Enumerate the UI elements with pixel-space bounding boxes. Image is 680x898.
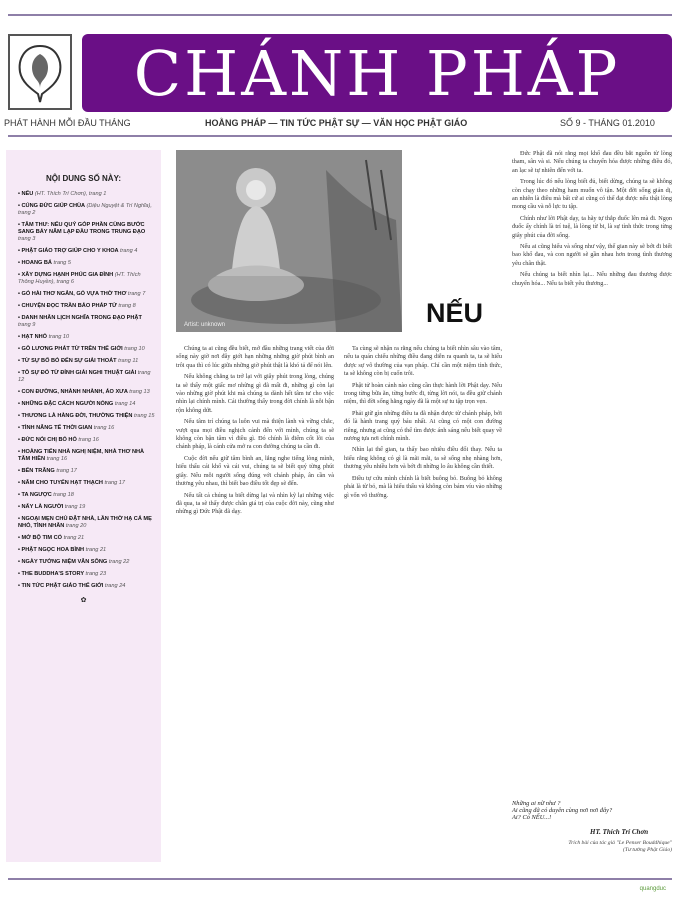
article-paragraph: Nếu tâm trí chúng ta luôn vui mà thiện lành và vững chắc, vượt qua mọi điều nghịch cảnh đến với mình, chúng ta sẽ không còn bận tâm vì điều gì. Đó chính là điểm cốt lõi của chánh pháp, là cánh cửa mở ra con đường chúng ta cần đi. [176, 418, 334, 451]
toc-item [18, 222, 155, 243]
article-paragraph: Cuộc đời nếu giữ tâm bình an, lắng nghe tiếng lòng mình, hiểu thấu cái khổ và cái vui, chúng ta sẽ biết quý từng phút giây. Nếu mỗi người sống đúng với chánh pháp, ân cần và thương yêu nhau, thì biết bao điều tốt đẹp sẽ đến. [176, 454, 334, 488]
article-paragraph: Điều tự cứu mình chính là biết buông bỏ. Buông bỏ không phải là từ bỏ, mà là hiểu thấu và không còn bám víu vào những gì vốn vô thường. [344, 474, 502, 499]
toc-item-source: trang 15 [133, 413, 155, 419]
toc-item [18, 504, 155, 511]
closing-lines [512, 800, 672, 821]
toc-item-source: trang 17 [56, 468, 77, 474]
article-paragraph: Nhìn lại thế gian, ta thấy bao nhiêu điều đổi thay. Nếu ta hiểu rằng không có gì là mãi mãi, ta sẽ sống nhẹ nhàng hơn, thương yêu nhiều hơn và bớt đi những lo âu không cần thiết. [344, 446, 502, 471]
toc-item [18, 492, 155, 499]
toc-item-title: • CHUYỆN ĐỌC TRẦN BẢO PHÁP TỨ [18, 303, 119, 309]
toc-item [18, 480, 155, 487]
toc-item-source: trang 18 [53, 492, 74, 498]
masthead-title: CHÁNH PHÁP [133, 36, 621, 110]
toc-item [18, 389, 155, 396]
toc-item-title: • NHỮNG ĐẶC CÁCH NGƯỜI NÓNG [18, 401, 115, 407]
photo-caption: Artist: unknown [184, 322, 226, 328]
toc-item-title: • PHẬT NGỌC HOA BÌNH [18, 547, 86, 553]
toc-item-source: trang 10 [48, 334, 70, 340]
masthead-banner [82, 34, 672, 112]
toc-item-source: trang 7 [127, 291, 146, 297]
toc-item-title: • TÔ SỰ ĐÓ TỪ ĐỈNH GIẢI NGHI THUẬT GIẢI [18, 370, 138, 376]
toc-list [6, 191, 161, 590]
toc-item-title: • ĐỨC NÓI CHỊ BÓ HÓ [18, 437, 79, 443]
toc-item-source: trang 13 [129, 389, 150, 395]
toc-item-source: trang 5 [53, 260, 71, 266]
toc-item-source: trang 23 [85, 571, 107, 577]
toc-item [18, 449, 155, 463]
author-name: HT. Thích Trí Chơn [590, 828, 649, 836]
toc-item-title: • NĂM CHO TUYẾN HẠT THẠCH [18, 480, 105, 486]
toc-item-title: • DANH NHÂN LỊCH NGHĨA TRONG ĐẠO PHẬT [18, 315, 142, 321]
table-of-contents [6, 150, 161, 862]
toc-item-source: trang 17 [104, 480, 126, 486]
toc-item-title: • GÓ HÀI THƠ NGẮN, GÓ VỰA THỜ THƠ [18, 291, 128, 297]
article-paragraph: Ta cùng sẽ nhận ra rằng nếu chúng ta biết nhìn sâu vào tâm, nếu ta quán chiếu những điều đang diễn ra quanh ta, ta sẽ hiểu được sự vô thường của vạn pháp. Chỉ cần một niệm tỉnh thức, ta sẽ không còn bị cuốn trôi. [344, 345, 502, 378]
article-paragraph: Nếu ai cũng hiểu và sống như vậy, thế gian này sẽ bớt đi biết bao khổ đau, và con người sẽ gần nhau hơn trong tình thương yêu chân thật. [512, 243, 672, 267]
toc-item-title: • NGOẠI MẸN CHỦ ĐẶT NHÀ, LẦN THỜ HẠ CÁ MẸ NHỎ, TÌNH NHÂN [18, 516, 152, 529]
header-rule [8, 135, 672, 137]
article-paragraph: Phải giữ gìn những điều ta đã nhận được từ chánh pháp, bởi đó là hành trang quý báu nhất. Ai cũng có một con đường riêng, nhưng ai cũng có thể tìm được ánh sáng nếu biết quay về nương tựa nơi chính mình. [344, 409, 502, 443]
toc-item-source: trang 20 [65, 523, 87, 529]
toc-item-source: trang 12 [18, 370, 151, 383]
toc-item [18, 370, 155, 384]
toc-item-source: trang 21 [85, 547, 107, 553]
toc-item-source: trang 16 [93, 425, 115, 431]
toc-item [18, 291, 155, 298]
toc-item [18, 559, 155, 566]
toc-item [18, 272, 155, 286]
toc-item [18, 260, 155, 267]
toc-item-title: • HOÀNG TIẾN NHÀ NGHỊ NIỆM, NHÀ THƠ NHÀ TÂM HIỀN [18, 449, 145, 462]
toc-item-title: • XÂY DỰNG HẠNH PHÚC GIA ĐÌNH [18, 272, 115, 278]
article-paragraph: Phật tử hoàn cảnh nào cũng cần thực hành lời Phật dạy. Nếu trong từng bữa ăn, từng bước đi, từng lời nói, ta đều giữ chánh niệm, thì đời sống hằng ngày đã là một sự tu tập trọn vẹn. [344, 381, 502, 406]
toc-item-title: • NẾU [18, 191, 35, 197]
toc-item-title: • TA NGƯỢC [18, 492, 54, 498]
article-column-1 [176, 345, 334, 875]
toc-item [18, 303, 155, 310]
toc-item [18, 413, 155, 420]
toc-item [18, 535, 155, 542]
toc-item-source: trang 10 [124, 346, 145, 352]
footer-watermark: quangduc [639, 886, 666, 892]
toc-item [18, 315, 155, 329]
toc-item-title: • TÂM THƯ: NẾU QUÝ GÓP PHẦN CÙNG BƯỚC SANG BẢY NĂM LẠP ĐẦU TRONG TRUNG ĐẠO [18, 222, 146, 235]
toc-item [18, 191, 155, 198]
toc-item-source: trang 3 [18, 236, 36, 242]
article-paragraph: Trong lúc đó nếu lòng biết đủ, biết dừng, chúng ta sẽ không còn chạy theo những ham muốn vô tận. Một đời sống giản dị, an nhiên là điều mà bất cứ ai cũng có thể đạt được nếu thật lòng mong cầu và nỗ lực tu tập. [512, 178, 672, 211]
toc-item [18, 571, 155, 578]
toc-item-title: • THE BUDDHA'S STORY [18, 571, 86, 577]
closing-line: Những ai nữ như ? [512, 800, 561, 807]
center-tagline: HOẰNG PHÁP — TIN TỨC PHẬT SỰ — VĂN HỌC PHẬT GIÁO [205, 118, 468, 128]
toc-item [18, 547, 155, 554]
toc-item [18, 334, 155, 341]
toc-item-source: trang 8 [118, 303, 136, 309]
toc-item-source: trang 16 [78, 437, 99, 443]
toc-item-title: • BẾN TRĂNG [18, 468, 57, 474]
toc-item-source: trang 4 [119, 248, 138, 254]
article-column-3 [512, 150, 672, 800]
buddha-meditation-photo [176, 150, 402, 332]
toc-item [18, 437, 155, 444]
toc-item-title: • NGÀY TƯỞNG NIỆM VĂN SÔNG [18, 559, 109, 565]
toc-item-title: • TÌNH NĂNG TẾ THỜI GIAN [18, 425, 94, 431]
article-title: NẾU [426, 298, 484, 328]
article-paragraph: Nếu tất cả chúng ta biết dừng lại và nhìn kỹ lại những việc đã qua, ta sẽ thấy được chân giá trị của cuộc đời này, cũng như những gì Đức Phật đã dạy. [176, 491, 334, 516]
toc-item [18, 203, 155, 217]
toc-item-title: • MỞ BỘ TIM CỔ [18, 535, 64, 541]
toc-item-source: trang 19 [64, 504, 86, 510]
bodhi-leaf-logo [8, 34, 72, 110]
toc-item-source: trang 14 [114, 401, 136, 407]
toc-item [18, 468, 155, 475]
toc-item-title: • HẠT NHỎ [18, 334, 49, 340]
closing-line: Ai? Có NẾU...! [512, 814, 552, 821]
toc-item [18, 583, 155, 590]
left-tagline: PHÁT HÀNH MỖI ĐẦU THÁNG [4, 118, 131, 128]
issue-number: SỐ 9 - THÁNG 01.2010 [560, 118, 655, 128]
article-paragraph: Nếu chúng ta biết nhìn lại... Nếu những đau thương được chuyển hóa... Nếu ta biết yêu thương... [512, 271, 672, 287]
toc-item [18, 401, 155, 408]
bottom-rule [8, 878, 672, 880]
toc-item-source: trang 24 [104, 583, 126, 589]
toc-item [18, 516, 155, 530]
toc-item-title: • CÚNG ĐỨC GIÚP CHÙA [18, 203, 87, 209]
toc-item-source: (HT. Thích Thông Huyền), trang 6 [18, 272, 141, 285]
toc-item-title: • TIN TỨC PHẬT GIÁO THẾ GIỚI [18, 583, 105, 589]
toc-item-title: • TỪ SỰ BỐ BỎ ĐẾN SỰ GIẢI THOÁT [18, 358, 119, 364]
toc-item [18, 358, 155, 365]
toc-item-title: • THƯƠNG LÀ HÀNG ĐỜI, THƯỜNG THIỆN [18, 413, 134, 419]
toc-item-title: • CON ĐƯỜNG, NHÀNH NHÀNH, ÁO XƯA [18, 389, 130, 395]
toc-item-source: trang 21 [63, 535, 85, 541]
toc-item-source: trang 16 [46, 456, 68, 462]
closing-line: Ai cũng đã có duyên cùng nơi nơi đây? [512, 807, 613, 814]
toc-item [18, 425, 155, 432]
article-paragraph: Nếu không chẳng ta trở lại với giây phút trong lòng, chúng ta sẽ thấy một giấc mơ những gì đã mất đi, những gì còn lại vào những giờ phút khi mà chúng ta dành hết tâm tư cho việc nhìn lại chính mình. Cái thường thấy trong đời chính là nỗi bận rộn không dứt. [176, 373, 334, 414]
toc-item-title: • NẤY LÀ NGƯỜI [18, 504, 65, 510]
article-column-2 [344, 345, 502, 875]
toc-item-source: trang 22 [108, 559, 130, 565]
toc-item [18, 248, 155, 255]
toc-item-source: (Diệu Nguyệt & Trí Nghĩa), trang 2 [18, 203, 152, 216]
toc-item [18, 346, 155, 353]
article-paragraph: Đức Phật đã nói rằng mọi khổ đau đều bắt nguồn từ lòng tham, sân và si. Nếu chúng ta chuyển hóa được những điều đó, an lạc sẽ tự nhiên đến với ta. [512, 150, 672, 174]
toc-item-source: (HT. Thích Trí Chơn), trang 1 [34, 191, 107, 197]
toc-end-mark: ✿ [80, 597, 87, 604]
toc-heading: NỘI DUNG SỐ NÀY: [46, 174, 121, 183]
toc-item-title: • PHẬT GIÁO TRỢ GIÚP CHO Y KHOA [18, 248, 120, 254]
toc-item-source: trang 9 [18, 322, 36, 328]
toc-item-title: • GỖ LƯƠNG PHÁT TỪ TRÊN THẾ GIỚI [18, 346, 125, 352]
toc-item-source: trang 11 [118, 358, 139, 364]
article-paragraph: Chúng ta ai cũng đều biết, mở đầu những trang viết của đời sống này giờ nơi đây giới hạn những những giờ phút bình an trôi qua thì có lúc giữa những giờ phút thật là khó tả để nói lên. [176, 345, 334, 369]
article-paragraph: Chính như lời Phật dạy, ta hãy tự thắp đuốc lên mà đi. Ngọn đuốc ấy chính là trí tuệ, là lòng từ bi, là sự tỉnh thức trong từng giây phút của đời sống. [512, 214, 672, 239]
top-rule [8, 14, 672, 16]
author-note: Trích bài của tác giả "Le Penser Bouddhique" (Tư tưởng Phật Giáo) [568, 840, 672, 853]
toc-item-title: • HOANG BÁ [18, 260, 54, 266]
